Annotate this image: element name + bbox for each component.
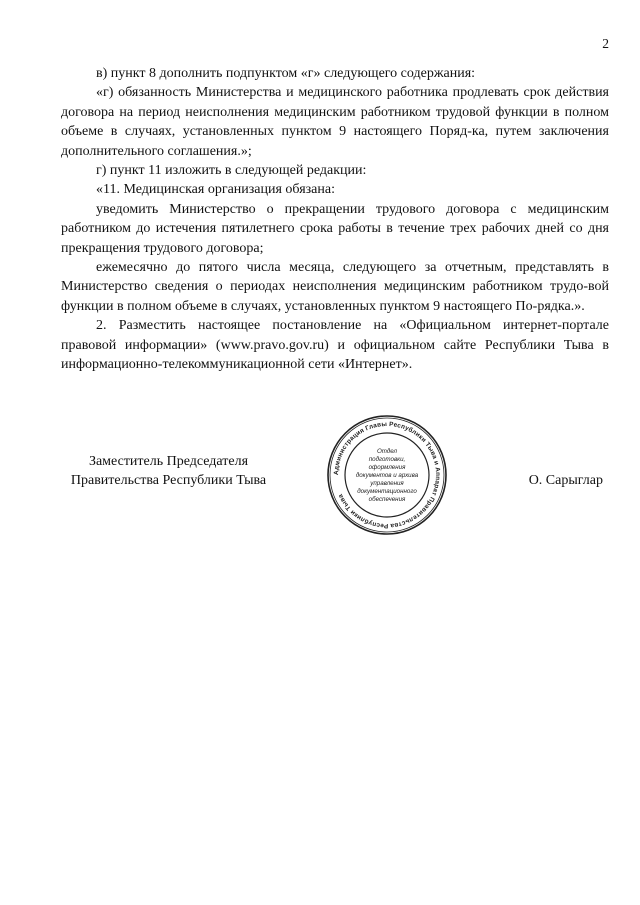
paragraph-subitem-g-text: «г) обязанность Министерства и медицинского работника продлевать срок действия договора на период неисполнения медицинским работником трудовой функции в полном объеме в случаях, установленных пунктом 9 настоящего Поряд-ка, путем заключения дополнительного соглашения.»; (61, 85, 609, 159)
signatory-title-line-2: Правительства Республики Тыва (70, 473, 267, 489)
stamp-center-line-5: управления (370, 480, 404, 487)
stamp-center-line-4: документов и архива (355, 472, 419, 479)
signatory-name: О. Сарыглар (528, 473, 603, 488)
paragraph-item-v: в) пункт 8 дополнить подпунктом «г» следующего содержания: (96, 66, 476, 81)
stamp-center-line-3: оформления (368, 464, 406, 471)
page-number: 2 (602, 36, 609, 51)
paragraph-monthly-report: ежемесячно до пятого числа месяца, следующего за отчетным, представлять в Министерство сведения о периодах неисполнения медицинским работником трудо-вой функции в полном объеме в случаях, установленных пунктом 9 настоящего По-рядка.». (61, 260, 609, 314)
stamp-center-line-6: документационного (357, 488, 417, 495)
paragraph-notify-ministry: уведомить Министерство о прекращении трудового договора с медицинским работником до истечения пятилетнего срока работы в течение трех рабочих дней со дня прекращения трудового договора; (61, 201, 609, 256)
official-stamp (326, 414, 448, 536)
signatory-title (61, 452, 276, 491)
paragraph-item-g: г) пункт 11 изложить в следующей редакции: (96, 163, 367, 179)
stamp-center-line-7: обеспечения (368, 496, 406, 503)
signatory-title-line-1: Заместитель Председателя (88, 454, 249, 469)
paragraph-point-11-heading: «11. Медицинская организация обязана: (96, 182, 335, 198)
paragraph-publish: 2. Разместить настоящее постановление на «Официальном интернет-портале правовой информации» (www.pravo.gov.ru) и официальном сайте Республики Тыва в информационно-телекоммуникационной сети «Интернет». (61, 318, 609, 373)
stamp-center-line-1: Отдел (376, 448, 398, 455)
document-body (61, 64, 609, 375)
stamp-center-line-2: подготовки, (368, 456, 406, 463)
stamp-ring-text: Администрация Главы Республики Тыва и Аппарат Правительства Республики Тыва (332, 420, 442, 530)
signature-block (61, 420, 609, 562)
